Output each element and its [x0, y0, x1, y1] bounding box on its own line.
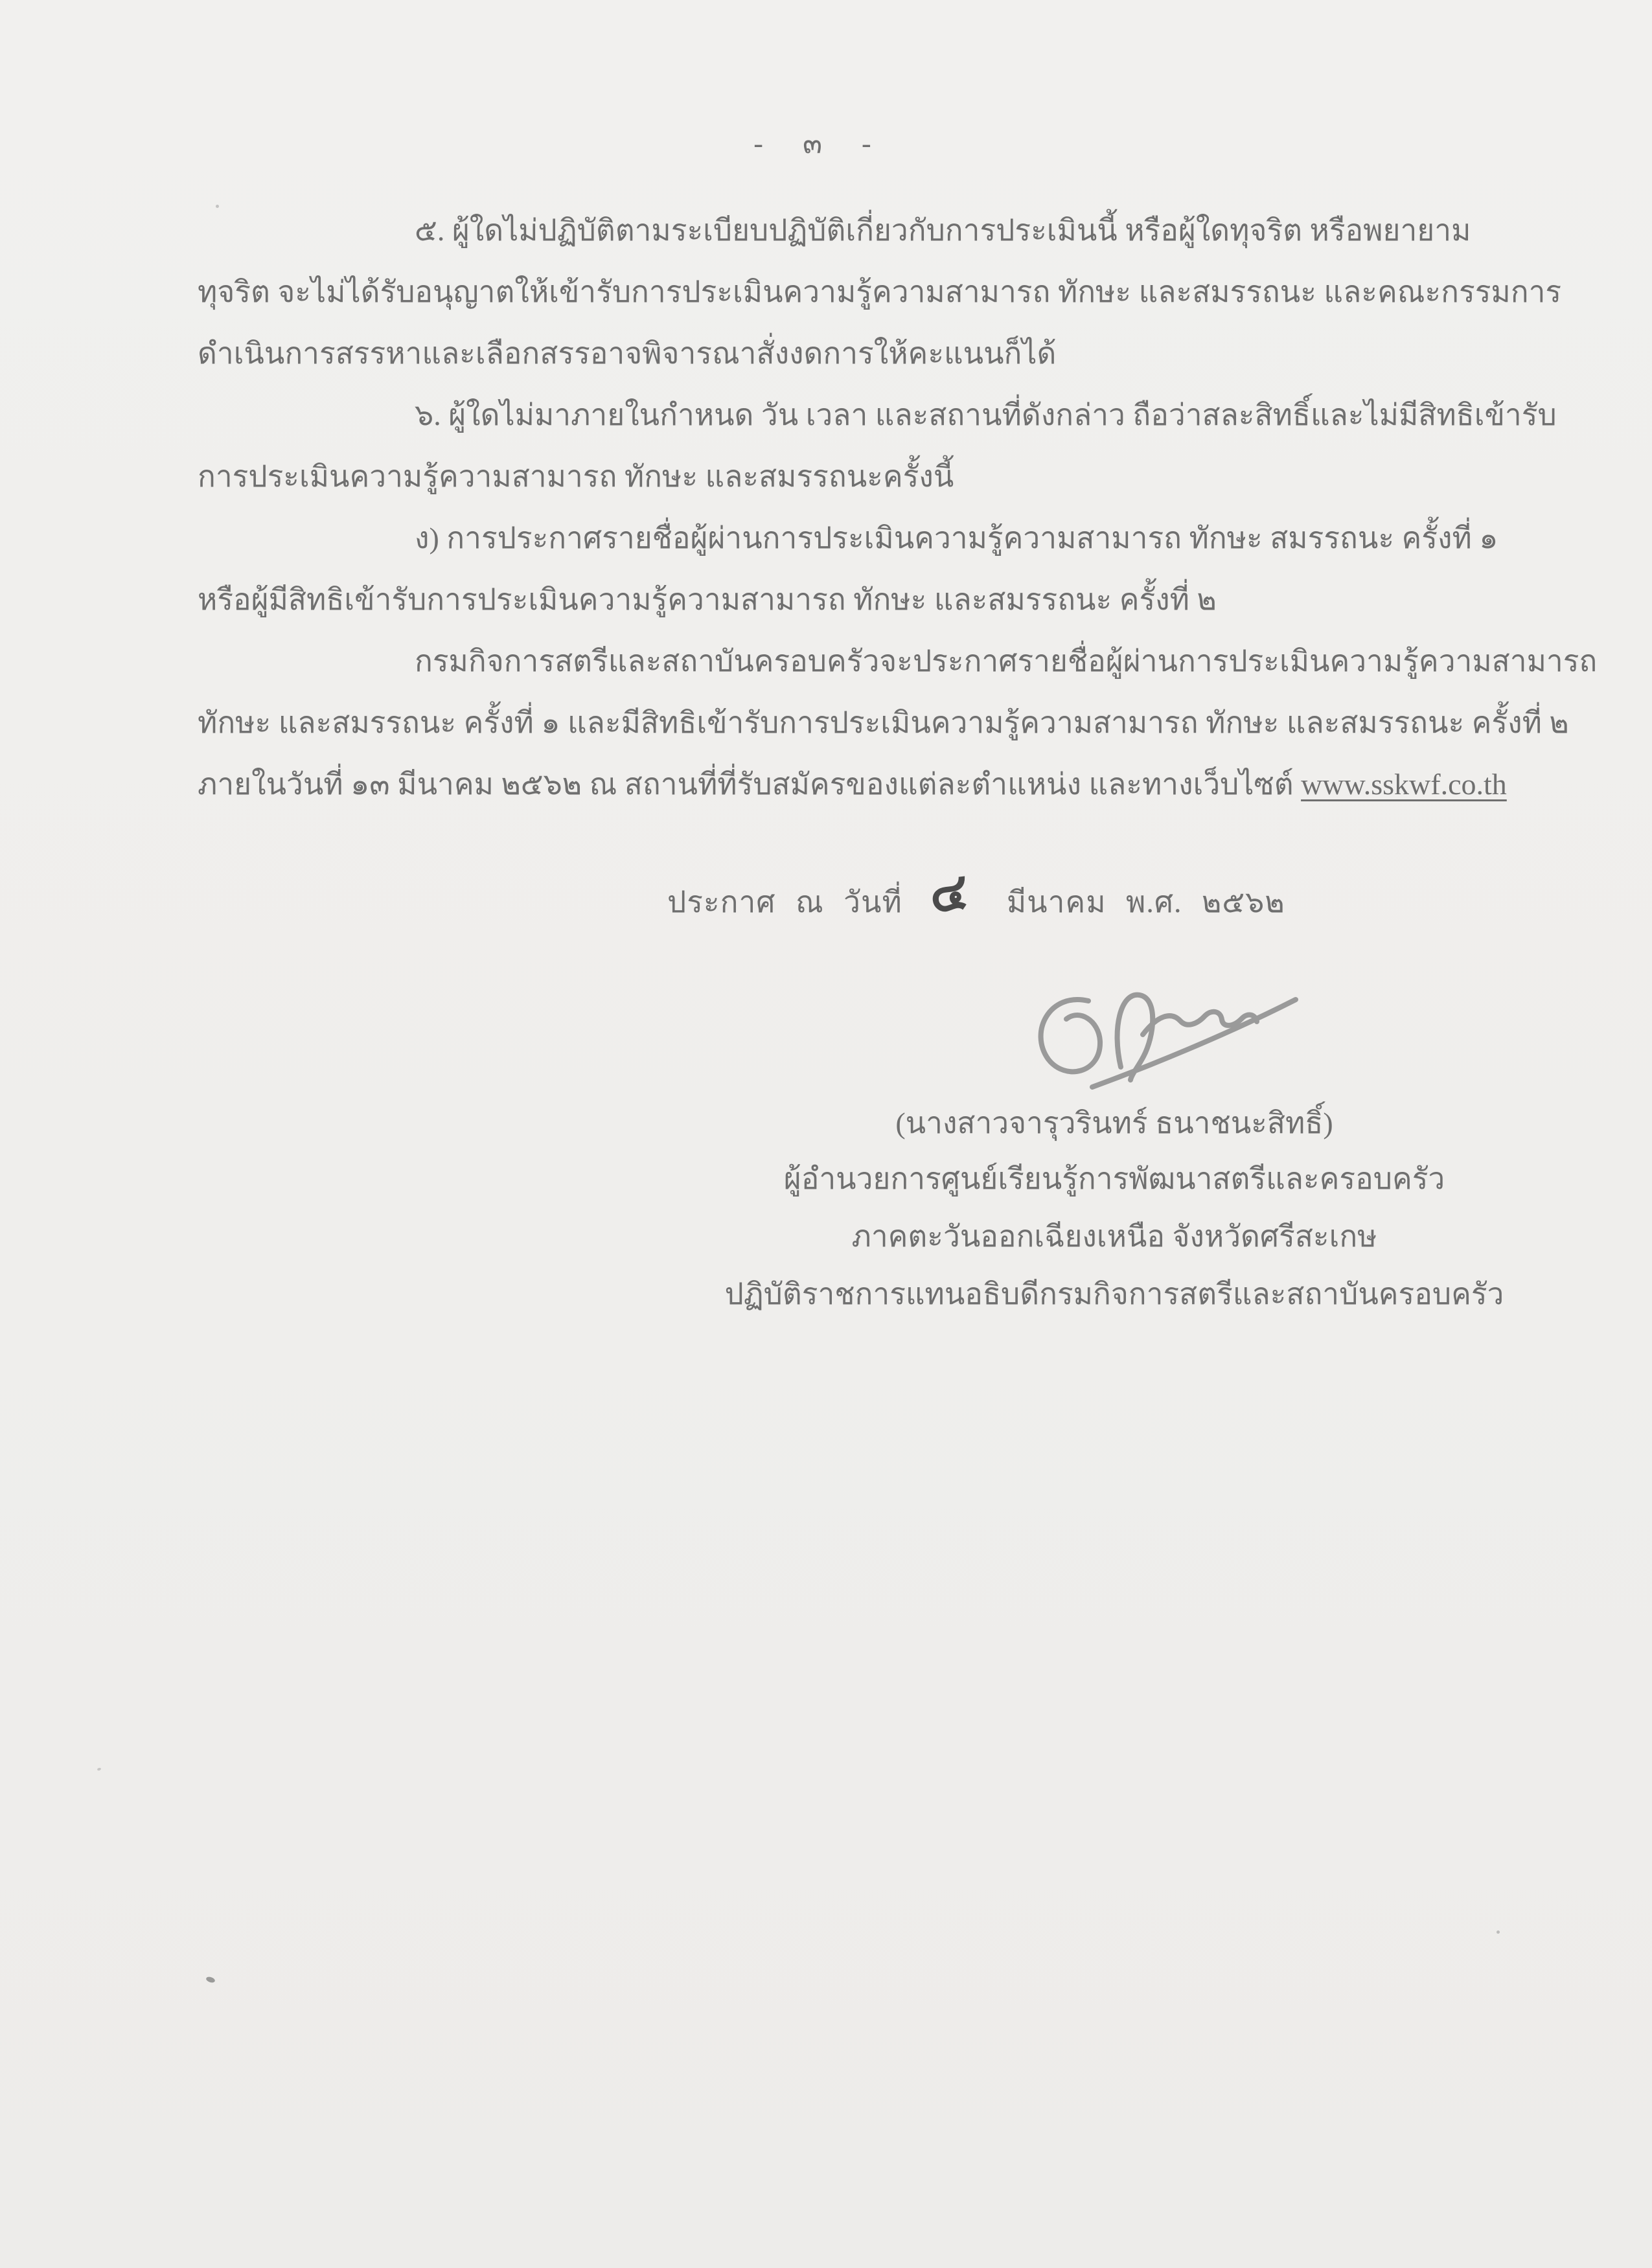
clause-5-line-1: ๕. ผู้ใดไม่ปฏิบัติตามระเบียบปฏิบัติเกี่ยวกับการประเมินนี้ หรือผู้ใดทุจริต หรือพยายาม	[415, 214, 1471, 247]
announcement-line-1: กรมกิจการสตรีและสถาบันครอบครัวจะประกาศรายชื่อผู้ผ่านการประเมินความรู้ความสามารถ	[415, 645, 1598, 678]
scan-artifact	[205, 1976, 216, 1984]
announcement-line-3	[198, 753, 1507, 815]
document-body	[198, 200, 1598, 815]
announcement-line-3-text: ภายในวันที่ ๑๓ มีนาคม ๒๕๖๒ ณ สถานที่ที่รับสมัครของแต่ละตำแหน่ง และทางเว็บไซต์	[198, 768, 1302, 801]
section-ngor-line-2: หรือผู้มีสิทธิเข้ารับการประเมินความรู้ความสามารถ ทักษะ และสมรรถนะ ครั้งที่ ๒	[198, 583, 1217, 616]
page-number: - ๓ -	[753, 128, 879, 159]
date-line-suffix: มีนาคม พ.ศ. ๒๕๖๒	[1006, 885, 1285, 919]
signature-block	[700, 981, 1529, 1323]
date-line	[667, 862, 1285, 942]
section-ngor-line-1: ง) การประกาศรายชื่อผู้ผ่านการประเมินความรู้ความสามารถ ทักษะ สมรรถนะ ครั้งที่ ๑	[415, 521, 1498, 555]
signature-ink	[1011, 981, 1309, 1093]
clause-6-line-2: การประเมินความรู้ความสามารถ ทักษะ และสมรรถนะครั้งนี้	[198, 460, 954, 493]
date-line-prefix: ประกาศ ณ วันที่	[667, 885, 902, 919]
clause-5-line-3: ดำเนินการสรรหาและเลือกสรรอาจพิจารณาสั่งงดการให้คะแนนก็ได้	[198, 337, 1057, 370]
signatory-title-1: ผู้อำนวยการศูนย์เรียนรู้การพัฒนาสตรีและครอบครัว	[783, 1162, 1445, 1195]
clause-5-line-2: ทุจริต จะไม่ได้รับอนุญาตให้เข้ารับการประเมินความรู้ความสามารถ ทักษะ และสมรรถนะ และคณะกรรมการ	[198, 275, 1562, 308]
handwritten-day-numeral: ๔	[926, 862, 971, 924]
scan-artifact	[97, 1767, 101, 1771]
announcement-line-2: ทักษะ และสมรรถนะ ครั้งที่ ๑ และมีสิทธิเข้ารับการประเมินความรู้ความสามารถ ทักษะ และสมรรถนะ ครั้งที่ ๒	[198, 706, 1569, 739]
scan-artifact	[1497, 1930, 1500, 1934]
signatory-title-2: ภาคตะวันออกเฉียงเหนือ จังหวัดศรีสะเกษ	[851, 1220, 1377, 1253]
website-link: www.sskwf.co.th	[1301, 768, 1507, 801]
clause-6-line-1: ๖. ผู้ใดไม่มาภายในกำหนด วัน เวลา และสถานที่ดังกล่าว ถือว่าสละสิทธิ์และไม่มีสิทธิเข้ารับ	[415, 398, 1557, 431]
signatory-title-3: ปฏิบัติราชการแทนอธิบดีกรมกิจการสตรีและสถาบันครอบครัว	[724, 1277, 1504, 1311]
scan-artifact	[216, 205, 219, 208]
signatory-name: (นางสาวจารุวรินทร์ ธนาชนะสิทธิ์)	[895, 1106, 1333, 1140]
